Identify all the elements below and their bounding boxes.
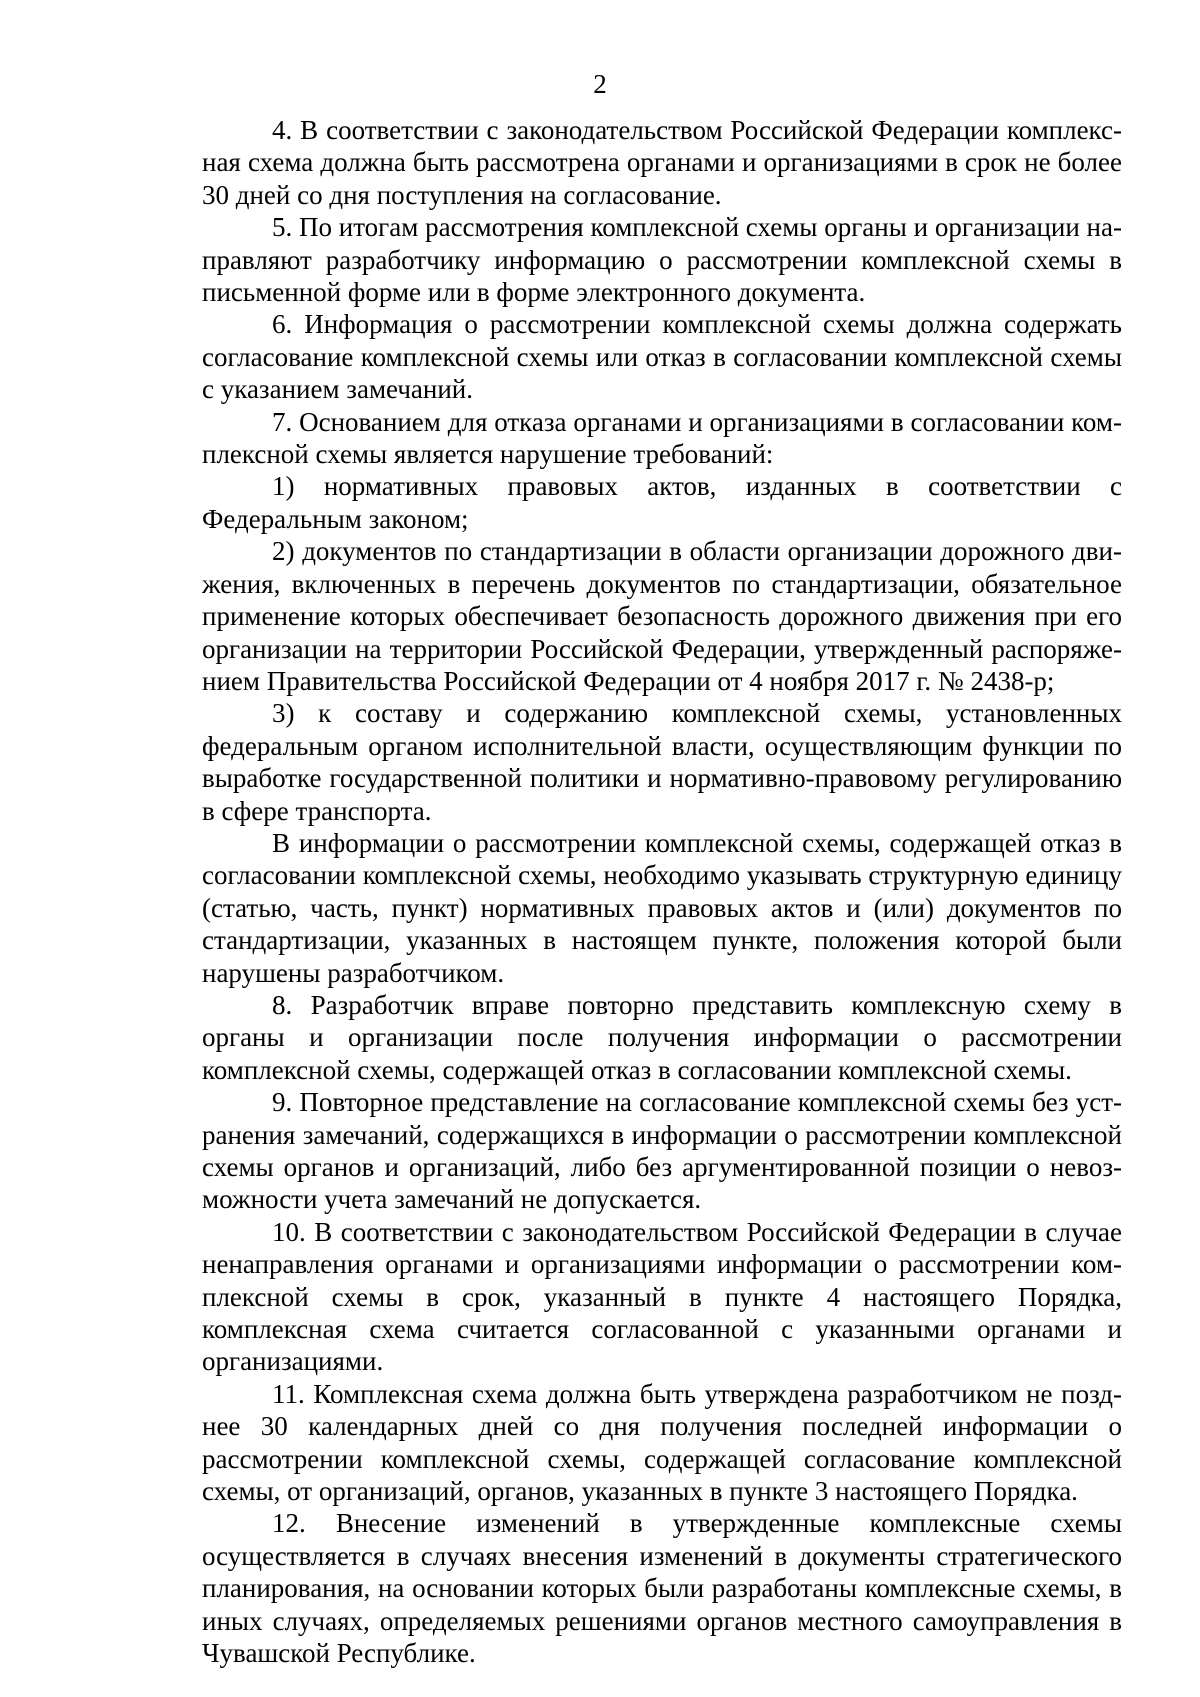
paragraph-item-11: 11. Комплексная схема должна быть утверждена разработчиком не позднее 30 календарных дней со дня получения последней информации о рассмотрении комплексной схемы, содержащей согласование комплексной схемы, от организаций, органов, указанных в пункте 3 настоящего Порядка. — [202, 1378, 1122, 1507]
page-number: 2 — [593, 69, 607, 99]
document-body — [202, 114, 1122, 1670]
paragraph-item-6: 6. Информация о рассмотрении комплексной схемы должна содержать согласование комплексной схемы или отказ в согласовании комплексной схемы с указанием замечаний. — [202, 309, 1122, 405]
paragraph-item-9: 9. Повторное представление на согласование комплексной схемы без устранения замечаний, содержащихся в информации о рассмотрении комплексной схемы органов и организаций, либо без аргументированной позиции о невозможности учета замечаний не допускается. — [202, 1087, 1122, 1215]
paragraph-item-5: 5. По итогам рассмотрения комплексной схемы органы и организации направляют разработчику информацию о рассмотрении комплексной схемы в письменной форме или в форме электронного документа. — [202, 212, 1122, 308]
subitem-3: 3) к составу и содержанию комплексной схемы, установленных федеральным органом исполнительной власти, осуществляющим функции по выработке государственной политики и нормативно-правовому регулированию в сфере транспорта. — [202, 698, 1122, 826]
paragraph-item-10: 10. В соответствии с законодательством Российской Федерации в случае ненаправления органами и организациями информации о рассмотрении комплексной схемы в срок, указанный в пункте 4 настоящего Порядка, комплексная схема считается согласованной с указанными органами и организациями. — [202, 1216, 1122, 1377]
paragraph-item-4: 4. В соответствии с законодательством Российской Федерации комплексная схема должна быть рассмотрена органами и организациями в срок не более 30 дней со дня поступления на согласование. — [202, 115, 1122, 210]
paragraph-item-7: 7. Основанием для отказа органами и организациями в согласовании комплексной схемы является нарушение требований: — [202, 406, 1122, 470]
paragraph-item-8: 8. Разработчик вправе повторно представить комплексную схему в органы и организации после получения информации о рассмотрении комплексной схемы, содержащей отказ в согласовании комплексной схемы. — [202, 989, 1122, 1085]
paragraph-item-12: 12. Внесение изменений в утвержденные комплексные схемы осуществляется в случаях внесения изменений в документы стратегического планирования, на основании которых были разработаны комплексные схемы, в иных случаях, определяемых решениями органов местного самоуправления в Чувашской Республике. — [202, 1508, 1122, 1669]
subitem-2: 2) документов по стандартизации в области организации дорожного движения, включенных в перечень документов по стандартизации, обязательное применение которых обеспечивает безопасность дорожного движения при его организации на территории Российской Федерации, утвержденный распоряжением Правительства Российской Федерации от 4 ноября 2017 г. № 2438-р; — [202, 536, 1122, 696]
paragraph-refusal-details: В информации о рассмотрении комплексной схемы, содержащей отказ в согласовании комплексной схемы, необходимо указывать структурную единицу (статью, часть, пункт) нормативных правовых актов и (или) документов по стандартизации, указанных в настоящем пункте, положения которой были нарушены разработчиком. — [202, 827, 1122, 988]
subitem-1: 1) нормативных правовых актов, изданных в соответствии с Федеральным законом; — [202, 471, 1122, 534]
